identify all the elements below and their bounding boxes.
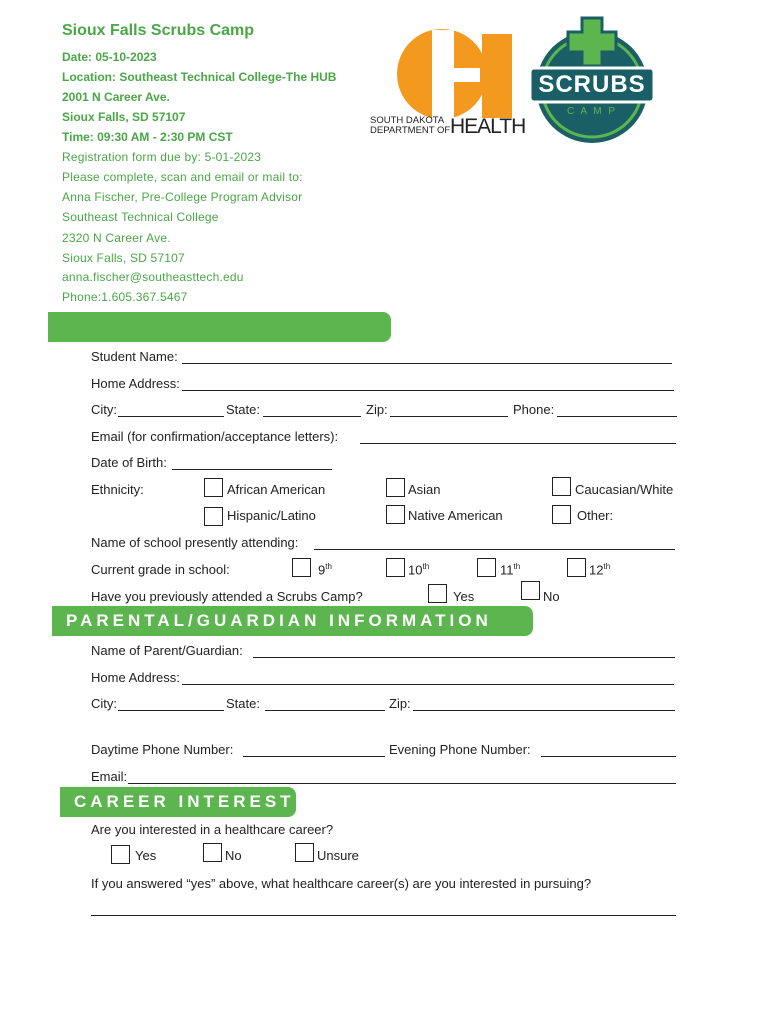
student-phone-label: Phone: — [513, 402, 555, 417]
parent-eve-phone-label: Evening Phone Number: — [389, 742, 531, 757]
grade-9-label: 9th — [318, 562, 332, 578]
grade-12-label: 12th — [589, 562, 611, 578]
contact-phone: Phone:1.605.367.5467 — [62, 290, 188, 304]
student-state-field[interactable] — [263, 416, 361, 417]
parent-zip-label: Zip: — [389, 696, 411, 711]
parent-eve-phone-field[interactable] — [541, 756, 676, 757]
career-no-checkbox[interactable] — [203, 843, 222, 862]
career-unsure-label: Unsure — [317, 848, 359, 863]
career-question-label: Are you interested in a healthcare career? — [91, 822, 334, 837]
parent-address-field[interactable] — [182, 684, 674, 685]
parent-email-field[interactable] — [128, 783, 676, 784]
previous-yes-checkbox[interactable] — [428, 584, 447, 603]
student-email-label: Email (for confirmation/acceptance letters): — [91, 429, 339, 444]
ethnicity-caucasian-checkbox[interactable] — [552, 477, 571, 496]
ethnicity-label: Ethnicity: — [91, 482, 144, 497]
student-phone-field[interactable] — [557, 416, 677, 417]
contact-email: anna.fischer@southeasttech.edu — [62, 270, 244, 284]
grade-11-label: 11th — [500, 562, 521, 578]
school-label: Name of school presently attending: — [91, 535, 299, 550]
ethnicity-african-american-checkbox[interactable] — [204, 478, 223, 497]
ethnicity-hispanic-checkbox[interactable] — [204, 507, 223, 526]
student-name-field[interactable] — [182, 363, 672, 364]
student-city-label: City: — [91, 402, 117, 417]
student-address-label: Home Address: — [91, 376, 180, 391]
ethnicity-african-american-label: African American — [227, 482, 326, 497]
parent-day-phone-label: Daytime Phone Number: — [91, 742, 234, 757]
page-title: Sioux Falls Scrubs Camp — [62, 22, 255, 39]
career-yes-checkbox[interactable] — [111, 845, 130, 864]
ethnicity-native-american-label: Native American — [408, 508, 503, 523]
instructions-text: Please complete, scan and email or mail to: — [62, 170, 303, 184]
due-date-text: Registration form due by: 5-01-2023 — [62, 150, 262, 164]
parent-address-label: Home Address: — [91, 670, 180, 685]
contact-org: Southeast Technical College — [62, 210, 219, 224]
doh-health-word: HEALTH — [450, 115, 526, 138]
parent-name-label: Name of Parent/Guardian: — [91, 643, 243, 658]
career-yes-label: Yes — [135, 848, 157, 863]
student-section-bar — [48, 312, 391, 342]
parent-state-label: State: — [226, 696, 260, 711]
previous-no-label: No — [543, 589, 560, 604]
parent-city-label: City: — [91, 696, 117, 711]
parent-day-phone-field[interactable] — [243, 756, 385, 757]
student-zip-label: Zip: — [366, 402, 388, 417]
previous-camp-label: Have you previously attended a Scrubs Camp? — [91, 589, 363, 604]
parent-city-field[interactable] — [118, 710, 224, 711]
doh-logo — [370, 16, 526, 141]
event-time: Time: 09:30 AM - 2:30 PM CST — [62, 130, 233, 144]
dob-field[interactable] — [172, 469, 332, 470]
event-address: 2001 N Career Ave. — [62, 90, 170, 104]
parent-email-label: Email: — [91, 769, 128, 784]
ethnicity-asian-label: Asian — [408, 482, 441, 497]
parent-section-heading: PARENTAL/GUARDIAN INFORMATION — [52, 606, 533, 636]
grade-label: Current grade in school: — [91, 562, 230, 577]
student-name-label: Student Name: — [91, 349, 178, 364]
contact-city: Sioux Falls, SD 57107 — [62, 251, 185, 265]
ethnicity-asian-checkbox[interactable] — [386, 478, 405, 497]
camp-word: C A M P — [566, 106, 618, 117]
school-field[interactable] — [314, 549, 675, 550]
grade-10-checkbox[interactable] — [386, 558, 405, 577]
ethnicity-other-checkbox[interactable] — [552, 505, 571, 524]
ethnicity-other-label: Other: — [577, 508, 614, 523]
career-followup-label: If you answered “yes” above, what healthcare career(s) are you interested in pursuing? — [91, 876, 592, 891]
career-followup-field[interactable] — [91, 915, 676, 916]
scrubs-camp-logo — [520, 14, 664, 148]
event-city: Sioux Falls, SD 57107 — [62, 110, 186, 124]
ethnicity-native-american-checkbox[interactable] — [386, 505, 405, 524]
doh-line1: SOUTH DAKOTA — [370, 115, 445, 126]
event-date: Date: 05-10-2023 — [62, 50, 157, 64]
parent-zip-field[interactable] — [413, 710, 675, 711]
doh-line2: DEPARTMENT OF — [370, 125, 451, 136]
previous-yes-label: Yes — [453, 589, 475, 604]
career-section-heading: CAREER INTEREST — [60, 787, 296, 817]
previous-no-checkbox[interactable] — [521, 581, 540, 600]
career-no-label: No — [225, 848, 242, 863]
grade-9-checkbox[interactable] — [292, 558, 311, 577]
grade-11-checkbox[interactable] — [477, 558, 496, 577]
career-unsure-checkbox[interactable] — [295, 843, 314, 862]
student-address-field[interactable] — [182, 390, 674, 391]
dob-label: Date of Birth: — [91, 455, 167, 470]
contact-street: 2320 N Career Ave. — [62, 231, 171, 245]
parent-name-field[interactable] — [253, 657, 675, 658]
ethnicity-caucasian-label: Caucasian/White — [575, 482, 674, 497]
student-city-field[interactable] — [118, 416, 224, 417]
grade-10-label: 10th — [408, 562, 430, 578]
parent-state-field[interactable] — [265, 710, 385, 711]
contact-name: Anna Fischer, Pre-College Program Advisor — [62, 190, 303, 204]
scrubs-word: SCRUBS — [538, 71, 646, 98]
event-location: Location: Southeast Technical College-The HUB — [62, 70, 337, 84]
ethnicity-hispanic-label: Hispanic/Latino — [227, 508, 316, 523]
student-email-field[interactable] — [360, 443, 676, 444]
student-state-label: State: — [226, 402, 260, 417]
grade-12-checkbox[interactable] — [567, 558, 586, 577]
student-zip-field[interactable] — [390, 416, 508, 417]
